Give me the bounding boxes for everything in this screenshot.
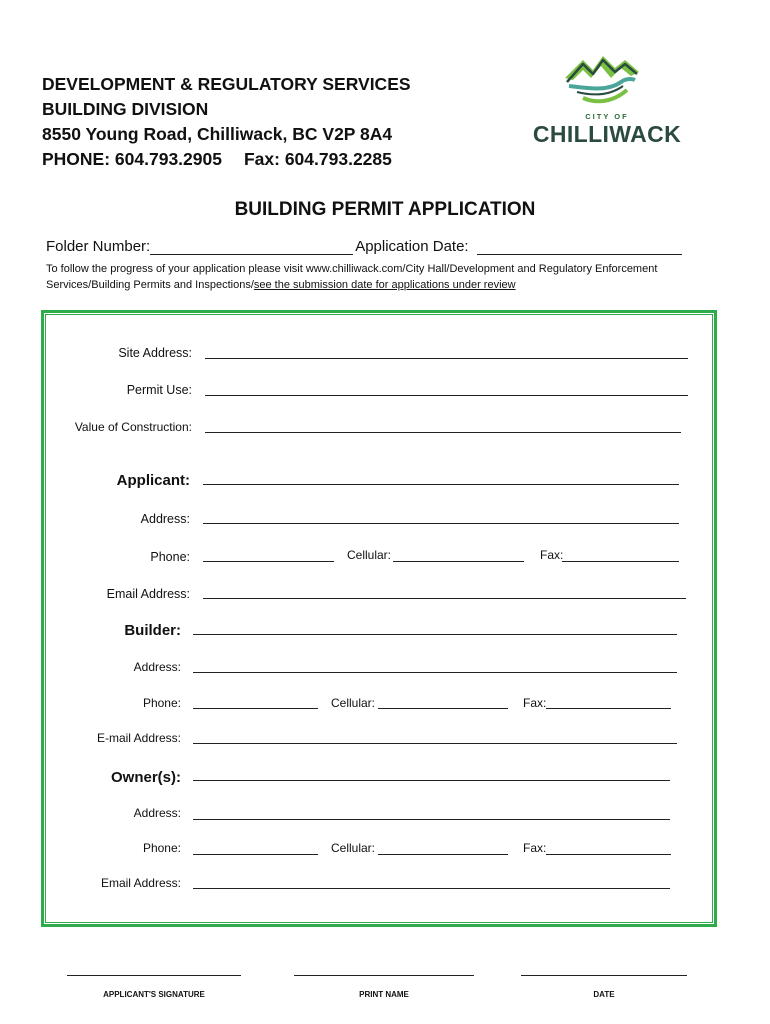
applicant-fax-field[interactable] <box>562 561 679 562</box>
builder-address-field[interactable] <box>193 672 677 673</box>
builder-fax-field[interactable] <box>546 708 671 709</box>
builder-cellular-field[interactable] <box>378 708 508 709</box>
print-name-label: PRINT NAME <box>359 990 409 999</box>
folder-date-row <box>46 238 682 255</box>
applicant-address-label: Address: <box>140 512 190 526</box>
permit-use-label: Permit Use: <box>126 383 192 397</box>
builder-phone-label: Phone: <box>142 696 181 710</box>
form-box-inner-border <box>45 314 713 923</box>
owner-heading: Owner(s): <box>110 769 181 786</box>
builder-cellular-label: Cellular: <box>331 696 376 710</box>
builder-fax-label: Fax: <box>523 696 547 710</box>
form-title: BUILDING PERMIT APPLICATION <box>234 199 536 220</box>
applicant-fax-label: Fax: <box>540 548 564 562</box>
progress-info-body: To follow the progress of your application please visit www.chilliwack.com/City Hall/Development and Regulatory Enforcement Services/Building Permits and Inspections/ <box>46 263 658 291</box>
applicant-signature-label: APPLICANT'S SIGNATURE <box>103 990 205 999</box>
owner-address-field[interactable] <box>193 819 670 820</box>
builder-phone-field[interactable] <box>193 708 318 709</box>
applicant-address-field[interactable] <box>203 523 679 524</box>
builder-email-label: E-mail Address: <box>96 731 181 745</box>
owner-cellular-label: Cellular: <box>331 841 376 855</box>
contact-line <box>42 147 411 172</box>
logo-chilliwack-text: CHILLIWACK <box>532 121 682 147</box>
signature-date-label: DATE <box>593 990 615 999</box>
builder-email-field[interactable] <box>193 743 677 744</box>
owner-cellular-field[interactable] <box>378 854 508 855</box>
owner-fax-label: Fax: <box>523 841 547 855</box>
mountain-logo-icon <box>563 52 653 110</box>
owner-name-field[interactable] <box>193 780 670 781</box>
applicant-email-field[interactable] <box>203 598 686 599</box>
department-name: DEVELOPMENT & REGULATORY SERVICES <box>42 74 411 94</box>
owner-phone-label: Phone: <box>142 841 181 855</box>
applicant-heading: Applicant: <box>116 472 190 489</box>
owner-fax-field[interactable] <box>546 854 671 855</box>
folder-number-field[interactable] <box>150 239 353 255</box>
owner-email-label: Email Address: <box>100 876 181 890</box>
applicant-email-label: Email Address: <box>106 587 190 601</box>
signature-date-field[interactable] <box>521 975 687 976</box>
city-of-chilliwack-logo <box>527 52 687 148</box>
applicant-cellular-label: Cellular: <box>347 548 392 562</box>
office-address-block <box>42 72 411 172</box>
logo-city-of-text: CITY OF <box>585 112 629 121</box>
owner-phone-field[interactable] <box>193 854 318 855</box>
application-date-field[interactable] <box>477 239 682 255</box>
applicant-cellular-field[interactable] <box>393 561 524 562</box>
application-date-label: Application Date: <box>355 238 469 255</box>
street-address: 8550 Young Road, Chilliwack, BC V2P 8A4 <box>42 124 393 144</box>
print-name-field[interactable] <box>294 975 474 976</box>
owner-address-label: Address: <box>133 806 181 820</box>
applicant-signature-field[interactable] <box>67 975 241 976</box>
permit-use-field[interactable] <box>205 395 688 396</box>
value-of-construction-label: Value of Construction: <box>74 420 192 434</box>
submission-date-link[interactable]: see the submission date for applications under review <box>253 279 516 291</box>
builder-name-field[interactable] <box>193 634 677 635</box>
builder-heading: Builder: <box>124 622 181 639</box>
folder-number-label: Folder Number: <box>46 238 151 255</box>
site-address-field[interactable] <box>205 358 688 359</box>
applicant-phone-label: Phone: <box>150 550 190 564</box>
owner-email-field[interactable] <box>193 888 670 889</box>
value-of-construction-field[interactable] <box>205 432 681 433</box>
phone-number: PHONE: 604.793.2905 <box>42 149 222 169</box>
applicant-phone-field[interactable] <box>203 561 334 562</box>
fax-number: Fax: 604.793.2285 <box>243 149 392 169</box>
division-name: BUILDING DIVISION <box>42 99 209 119</box>
site-address-label: Site Address: <box>118 346 192 360</box>
applicant-name-field[interactable] <box>203 484 679 485</box>
builder-address-label: Address: <box>133 660 181 674</box>
progress-info-text <box>46 261 726 293</box>
